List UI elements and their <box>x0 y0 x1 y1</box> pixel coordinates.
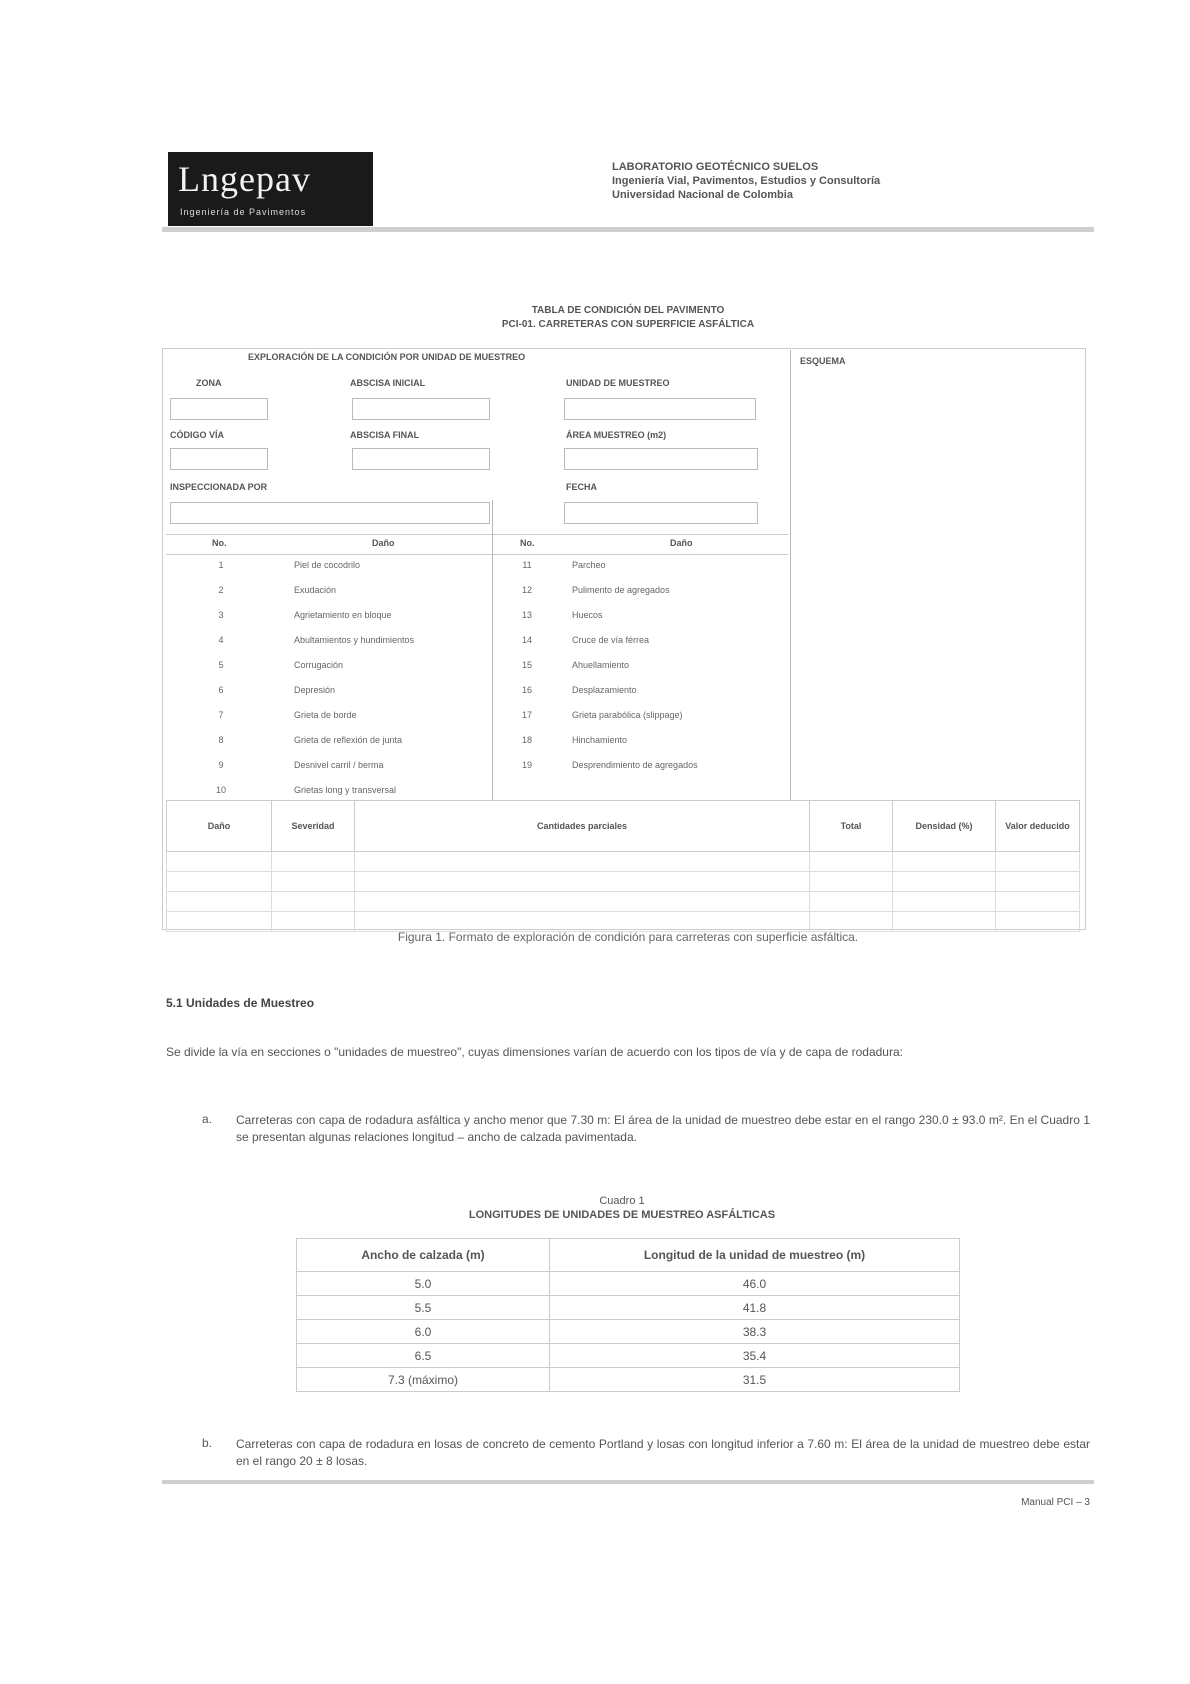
cell-longitud: 41.8 <box>550 1296 960 1320</box>
header-text <box>612 160 880 202</box>
damage-name: Cruce de vía férrea <box>572 635 650 645</box>
sample-unit-table <box>296 1238 960 1392</box>
damage-name: Huecos <box>572 610 603 620</box>
activity-row <box>167 872 1080 892</box>
inspeccionada-por-label: INSPECCIONADA POR <box>170 482 268 492</box>
damage-name: Exudación <box>294 585 337 595</box>
activity-table <box>166 800 1080 932</box>
table-caption <box>292 1194 952 1222</box>
activity-col-densidad: Densidad (%) <box>893 801 996 852</box>
activity-col-valor-deducido: Valor deducido <box>996 801 1080 852</box>
damage-number: 16 <box>521 685 532 695</box>
cell-ancho: 5.5 <box>297 1296 550 1320</box>
codigo-via-label: CÓDIGO VÍA <box>170 430 225 440</box>
damage-name: Desprendimiento de agregados <box>572 760 698 770</box>
form-title-line: TABLA DE CONDICIÓN DEL PAVIMENTO <box>531 305 725 316</box>
damage-number: 6 <box>218 685 224 695</box>
damage-name: Desnivel carril / berma <box>294 760 384 770</box>
table-row <box>297 1344 960 1368</box>
intro-paragraph: Se divide la vía en secciones o "unidades de muestreo", cuyas dimensiones varían de acuerdo con los tipos de vía y de capa de rodadura: <box>166 1045 903 1059</box>
damage-name: Abultamientos y hundimientos <box>294 635 415 645</box>
codigo-via-field[interactable] <box>170 448 268 470</box>
cell-longitud: 31.5 <box>550 1368 960 1392</box>
footer-divider <box>162 1480 1094 1484</box>
damage-item <box>510 635 649 645</box>
damage-name: Grieta parabólica (slippage) <box>572 710 683 720</box>
fecha-field[interactable] <box>564 502 758 524</box>
bullet-a-text: Carreteras con capa de rodadura asfáltica y ancho menor que 7.30 m: El área de la unidad de muestreo debe estar en el rango 230.0 ± 93.0 m². En el Cuadro 1 se presentan algunas relaciones longitud – ancho de calzada pavimentada. <box>236 1113 1090 1144</box>
activity-row <box>167 852 1080 872</box>
table-header-longitud: Longitud de la unidad de muestreo (m) <box>550 1239 960 1272</box>
damage-item <box>204 710 357 720</box>
activity-row <box>167 912 1080 932</box>
col-dano-header: Daño <box>670 538 693 548</box>
form-section-title: EXPLORACIÓN DE LA CONDICIÓN POR UNIDAD DE MUESTREO <box>248 352 526 362</box>
logo-name: Lngepav <box>178 159 311 199</box>
damage-item <box>204 685 335 695</box>
header-line: Universidad Nacional de Colombia <box>612 189 793 201</box>
col-dano-header: Daño <box>372 538 395 548</box>
damage-number: 4 <box>218 635 224 645</box>
fecha-label: FECHA <box>566 482 597 492</box>
cell-ancho: 7.3 (máximo) <box>297 1368 550 1392</box>
cell-ancho: 6.5 <box>297 1344 550 1368</box>
form-title <box>162 304 1094 332</box>
damage-item <box>510 735 627 745</box>
damage-number: 1 <box>218 560 224 570</box>
damage-item <box>204 560 360 570</box>
cell-ancho: 5.0 <box>297 1272 550 1296</box>
activity-col-severidad: Severidad <box>272 801 355 852</box>
damage-number: 2 <box>218 585 224 595</box>
sketch-section-title: ESQUEMA <box>800 356 846 366</box>
damage-number: 3 <box>218 610 224 620</box>
table-row <box>297 1272 960 1296</box>
col-no-header: No. <box>212 538 227 548</box>
damage-name: Desplazamiento <box>572 685 637 695</box>
damage-item <box>204 635 414 645</box>
damage-item <box>510 560 606 570</box>
table-caption-line: LONGITUDES DE UNIDADES DE MUESTREO ASFÁLTICAS <box>468 1209 776 1221</box>
damage-number: 9 <box>218 760 224 770</box>
damage-item <box>204 660 343 670</box>
damage-name: Ahuellamiento <box>572 660 630 670</box>
logo-tagline: Ingeniería de Pavimentos <box>180 207 307 217</box>
damage-item <box>510 660 629 670</box>
cell-ancho: 6.0 <box>297 1320 550 1344</box>
damage-item <box>510 685 637 695</box>
activity-col-dano: Daño <box>167 801 272 852</box>
header-divider <box>162 227 1094 232</box>
table-header-ancho: Ancho de calzada (m) <box>297 1239 550 1272</box>
damage-item <box>204 610 392 620</box>
damage-number: 8 <box>218 735 224 745</box>
figure-caption: Figura 1. Formato de exploración de condición para carreteras con superficie asfáltica. <box>397 930 859 944</box>
damage-list-divider <box>492 500 493 800</box>
company-logo <box>168 152 373 226</box>
cell-longitud: 46.0 <box>550 1272 960 1296</box>
header-line: LABORATORIO GEOTÉCNICO SUELOS <box>612 161 819 173</box>
damage-name: Grieta de reflexión de junta <box>294 735 403 745</box>
damage-item <box>510 760 698 770</box>
section-title: 5.1 Unidades de Muestreo <box>166 996 315 1010</box>
damage-name: Grieta de borde <box>294 710 357 720</box>
table-caption-line: Cuadro 1 <box>599 1195 645 1207</box>
col-no-header: No. <box>520 538 535 548</box>
area-muestreo-field[interactable] <box>564 448 758 470</box>
activity-col-cantidades: Cantidades parciales <box>355 801 810 852</box>
damage-number: 18 <box>521 735 532 745</box>
cell-longitud: 38.3 <box>550 1320 960 1344</box>
damage-item <box>204 585 336 595</box>
abscisa-final-field[interactable] <box>352 448 490 470</box>
damage-name: Parcheo <box>572 560 606 570</box>
damage-number: 14 <box>521 635 532 645</box>
area-muestreo-label: ÁREA MUESTREO (m2) <box>566 430 667 440</box>
bullet-a-marker: a. <box>202 1112 213 1126</box>
damage-name: Grietas long y transversal <box>294 785 397 795</box>
damage-number: 7 <box>218 710 224 720</box>
damage-number: 10 <box>215 785 226 795</box>
damage-number: 13 <box>521 610 532 620</box>
abscisa-inicial-label: ABSCISA INICIAL <box>350 378 426 388</box>
damage-name: Pulimento de agregados <box>572 585 670 595</box>
cell-longitud: 35.4 <box>550 1344 960 1368</box>
table-row <box>297 1320 960 1344</box>
damage-item <box>204 735 402 745</box>
damage-list-top-rule <box>166 534 788 535</box>
form-divider <box>790 350 791 800</box>
damage-item <box>510 610 603 620</box>
damage-item <box>510 710 683 720</box>
form-title-line: PCI-01. CARRETERAS CON SUPERFICIE ASFÁLTICA <box>501 319 755 330</box>
table-row <box>297 1368 960 1392</box>
damage-name: Depresión <box>294 685 336 695</box>
page-number: Manual PCI – 3 <box>1021 1497 1090 1508</box>
activity-col-total: Total <box>810 801 893 852</box>
inspeccionada-por-field[interactable] <box>170 502 490 524</box>
unidad-muestreo-field[interactable] <box>564 398 756 420</box>
damage-item <box>204 760 384 770</box>
table-row <box>297 1296 960 1320</box>
damage-name: Corrugación <box>294 660 344 670</box>
damage-number: 15 <box>521 660 532 670</box>
damage-number: 11 <box>522 560 532 570</box>
table-body <box>297 1272 960 1392</box>
unidad-muestreo-label: UNIDAD DE MUESTREO <box>566 378 670 388</box>
header-line: Ingeniería Vial, Pavimentos, Estudios y Consultoría <box>612 175 881 187</box>
abscisa-inicial-field[interactable] <box>352 398 490 420</box>
damage-name: Piel de cocodrilo <box>294 560 361 570</box>
zona-field[interactable] <box>170 398 268 420</box>
damage-name: Agrietamiento en bloque <box>294 610 392 620</box>
damage-item <box>510 585 670 595</box>
bullet-b-marker: b. <box>202 1436 213 1450</box>
bullet-b-text: Carreteras con capa de rodadura en losas de concreto de cemento Portland y losas con longitud inferior a 7.60 m: El área de la unidad de muestreo debe estar en el rango 20 ± 8 losas. <box>236 1437 1090 1468</box>
damage-list-header-rule <box>166 554 788 555</box>
abscisa-final-label: ABSCISA FINAL <box>350 430 420 440</box>
damage-item <box>204 785 396 795</box>
activity-row <box>167 892 1080 912</box>
damage-number: 5 <box>218 660 224 670</box>
damage-number: 12 <box>521 585 532 595</box>
zona-label: ZONA <box>196 378 222 388</box>
damage-name: Hinchamiento <box>572 735 628 745</box>
damage-number: 19 <box>521 760 532 770</box>
damage-number: 17 <box>521 710 532 720</box>
